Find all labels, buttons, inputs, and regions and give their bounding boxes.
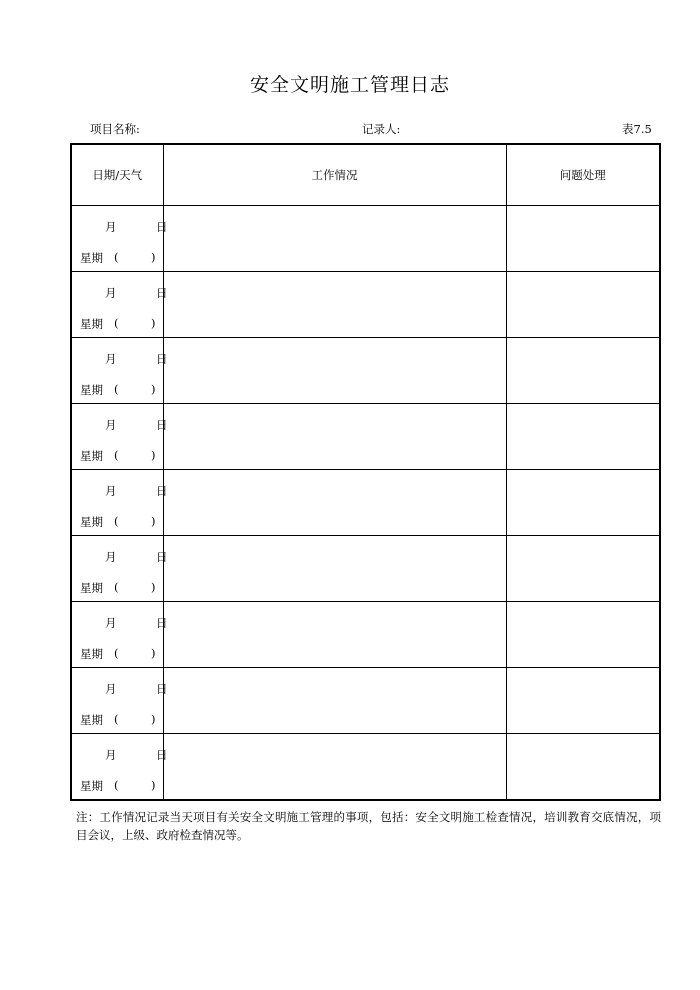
table-row <box>71 470 660 536</box>
weekday-paren-open: ( <box>114 778 119 792</box>
month-label: 月 <box>105 616 117 630</box>
date-weather-cell[interactable] <box>71 536 168 602</box>
weekday-paren-close: ) <box>151 712 156 726</box>
header-work-status: 工作情况 <box>163 144 506 206</box>
day-label: 日 <box>156 682 168 696</box>
weekday-label: 星期 <box>80 383 103 397</box>
day-label: 日 <box>156 616 168 630</box>
day-label: 日 <box>156 220 168 234</box>
issue-handling-cell[interactable] <box>506 272 660 338</box>
day-label: 日 <box>156 748 168 762</box>
issue-handling-cell[interactable] <box>506 206 660 272</box>
weekday-paren-close: ) <box>151 250 156 264</box>
footnote: 注：工作情况记录当天项目有关安全文明施工管理的事项，包括：安全文明施工检查情况，培训教育交底情况，项目会议，上级、政府检查情况等。 <box>76 810 661 842</box>
weekday-paren-close: ) <box>151 316 156 330</box>
safety-log-table <box>70 143 661 801</box>
day-label: 日 <box>156 286 168 300</box>
work-status-cell[interactable] <box>163 272 506 338</box>
weekday-label: 星期 <box>80 251 103 265</box>
issue-handling-cell[interactable] <box>506 470 660 536</box>
weekday-paren-open: ( <box>114 382 119 396</box>
weekday-paren-open: ( <box>114 580 119 594</box>
weekday-paren-open: ( <box>114 514 119 528</box>
issue-handling-cell[interactable] <box>506 668 660 734</box>
weekday-paren-close: ) <box>151 448 156 462</box>
table-row <box>71 668 660 734</box>
document-title: 安全文明施工管理日志 <box>249 74 450 96</box>
date-weather-cell[interactable] <box>71 734 168 800</box>
weekday-paren-close: ) <box>151 514 156 528</box>
issue-handling-cell[interactable] <box>506 536 660 602</box>
form-code: 表7.5 <box>622 122 652 136</box>
work-status-cell[interactable] <box>163 206 506 272</box>
work-status-cell[interactable] <box>163 404 506 470</box>
day-label: 日 <box>156 418 168 432</box>
weekday-paren-close: ) <box>151 646 156 660</box>
day-label: 日 <box>156 352 168 366</box>
work-status-cell[interactable] <box>163 668 506 734</box>
header-issue-handling: 问题处理 <box>506 144 660 206</box>
weekday-label: 星期 <box>80 713 103 727</box>
weekday-paren-close: ) <box>151 778 156 792</box>
table-row <box>71 272 660 338</box>
day-label: 日 <box>156 550 168 564</box>
day-label: 日 <box>156 484 168 498</box>
weekday-label: 星期 <box>80 317 103 331</box>
date-weather-cell[interactable] <box>71 404 168 470</box>
weekday-label: 星期 <box>80 779 103 793</box>
recorder-label: 记录人: <box>362 122 401 136</box>
issue-handling-cell[interactable] <box>506 734 660 800</box>
header-date-weather: 日期/天气 <box>71 144 163 206</box>
weekday-paren-close: ) <box>151 580 156 594</box>
month-label: 月 <box>105 484 117 498</box>
table-row <box>71 602 660 668</box>
table-row <box>71 404 660 470</box>
date-weather-cell[interactable] <box>71 206 168 272</box>
work-status-cell[interactable] <box>163 338 506 404</box>
month-label: 月 <box>105 220 117 234</box>
project-name-label: 项目名称: <box>90 122 140 136</box>
date-weather-cell[interactable] <box>71 272 168 338</box>
date-weather-cell[interactable] <box>71 668 168 734</box>
table-row <box>71 206 660 272</box>
month-label: 月 <box>105 550 117 564</box>
date-weather-cell[interactable] <box>71 602 168 668</box>
issue-handling-cell[interactable] <box>506 602 660 668</box>
table-header-row <box>71 144 660 206</box>
work-status-cell[interactable] <box>163 470 506 536</box>
month-label: 月 <box>105 682 117 696</box>
weekday-paren-open: ( <box>114 646 119 660</box>
month-label: 月 <box>105 418 117 432</box>
work-status-cell[interactable] <box>163 602 506 668</box>
weekday-paren-close: ) <box>151 382 156 396</box>
date-weather-cell[interactable] <box>71 338 168 404</box>
issue-handling-cell[interactable] <box>506 338 660 404</box>
weekday-paren-open: ( <box>114 250 119 264</box>
weekday-paren-open: ( <box>114 448 119 462</box>
weekday-label: 星期 <box>80 647 103 661</box>
work-status-cell[interactable] <box>163 734 506 800</box>
month-label: 月 <box>105 352 117 366</box>
weekday-label: 星期 <box>80 449 103 463</box>
month-label: 月 <box>105 286 117 300</box>
work-status-cell[interactable] <box>163 536 506 602</box>
table-row <box>71 734 660 800</box>
issue-handling-cell[interactable] <box>506 404 660 470</box>
date-weather-cell[interactable] <box>71 470 168 536</box>
weekday-paren-open: ( <box>114 712 119 726</box>
weekday-label: 星期 <box>80 581 103 595</box>
table-row <box>71 536 660 602</box>
month-label: 月 <box>105 748 117 762</box>
table-row <box>71 338 660 404</box>
weekday-paren-open: ( <box>114 316 119 330</box>
weekday-label: 星期 <box>80 515 103 529</box>
